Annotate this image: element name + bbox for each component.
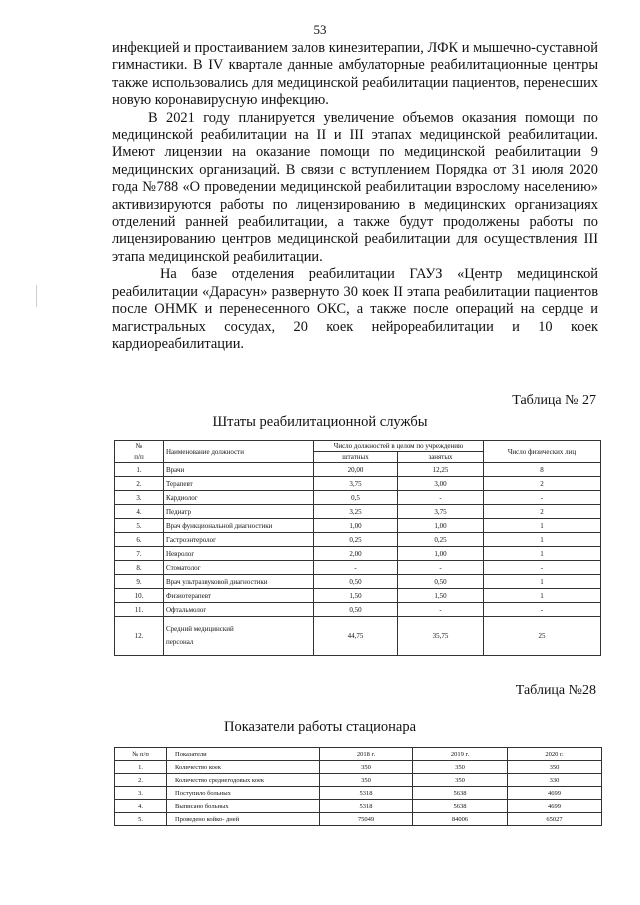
row-2019: 5638 xyxy=(413,800,508,813)
row-occupied: 3,00 xyxy=(398,477,484,491)
row-occupied: 3,75 xyxy=(398,505,484,519)
row-position: Физиотерапевт xyxy=(164,589,314,603)
hospital-table xyxy=(114,747,602,826)
row-2019: 84006 xyxy=(413,813,508,826)
row-2018: 350 xyxy=(320,761,413,774)
row-staff: 1,00 xyxy=(314,519,398,533)
row-persons: 25 xyxy=(484,617,601,656)
staff-header-row-1 xyxy=(115,441,601,452)
row-num: 12. xyxy=(115,617,164,656)
row-2018: 350 xyxy=(320,774,413,787)
hdr-occupied: занятых xyxy=(398,452,484,463)
table27-caption: Таблица № 27 xyxy=(512,393,596,408)
row-position: Офтальмолог xyxy=(164,603,314,617)
row-num: 4. xyxy=(115,505,164,519)
row-persons: 2 xyxy=(484,505,601,519)
row-indicator: Количество среднегодовых коек xyxy=(167,774,320,787)
row-staff: 1,50 xyxy=(314,589,398,603)
row-persons: - xyxy=(484,603,601,617)
table-row xyxy=(115,463,601,477)
paragraph-3: На базе отделения реабилитации ГАУЗ «Центр медицинской реабилитации «Дарасун» развернуто 30 коек II этапа реабилитации пациентов после ОНМК и перенесенного ОКС, а также после операций на сердце и магистральных сосудах, 20 коек нейрореабилитации и 10 коек кардиореабилитации. xyxy=(112,266,598,352)
row-num: 10. xyxy=(115,589,164,603)
row-2020: 4699 xyxy=(508,787,602,800)
row-num: 2. xyxy=(115,774,167,787)
margin-mark xyxy=(36,285,37,307)
table-row xyxy=(115,787,602,800)
table-row xyxy=(115,533,601,547)
row-position: Невролог xyxy=(164,547,314,561)
table-row xyxy=(115,505,601,519)
row-2019: 5638 xyxy=(413,787,508,800)
row-staff: 0,50 xyxy=(314,575,398,589)
row-staff: 0,25 xyxy=(314,533,398,547)
row-num: 1. xyxy=(115,761,167,774)
table27-title: Штаты реабилитационной службы xyxy=(212,414,428,430)
hdr-num xyxy=(115,441,164,452)
row-num: 7. xyxy=(115,547,164,561)
hdr-num-top: № xyxy=(135,442,143,451)
page-number: 53 xyxy=(313,22,327,37)
hdr-2019: 2019 г. xyxy=(413,748,508,761)
row-persons: - xyxy=(484,491,601,505)
row-num: 2. xyxy=(115,477,164,491)
row-persons: 1 xyxy=(484,589,601,603)
row-indicator: Проведено койко- дней xyxy=(167,813,320,826)
table-row xyxy=(115,589,601,603)
row-2020: 4699 xyxy=(508,800,602,813)
table28-caption: Таблица №28 xyxy=(515,683,596,698)
row-staff: - xyxy=(314,561,398,575)
row-2018: 5318 xyxy=(320,787,413,800)
row-staff: 2,00 xyxy=(314,547,398,561)
table-row xyxy=(115,617,601,656)
row-num: 5. xyxy=(115,813,167,826)
row-indicator: Выписано больных xyxy=(167,800,320,813)
hdr-staff: штатных xyxy=(314,452,398,463)
row-staff: 44,75 xyxy=(314,617,398,656)
row-position: Врачи xyxy=(164,463,314,477)
row-position: Врач ультразвуковой диагностики xyxy=(164,575,314,589)
table-row xyxy=(115,761,602,774)
row-num: 9. xyxy=(115,575,164,589)
table-row xyxy=(115,800,602,813)
table-row xyxy=(115,603,601,617)
table28-title: Показатели работы стационара xyxy=(223,719,417,735)
row-2019: 350 xyxy=(413,774,508,787)
hdr-num: № п/п xyxy=(115,748,167,761)
row-2018: 5318 xyxy=(320,800,413,813)
row-position: Педиатр xyxy=(164,505,314,519)
hdr-position: Наименование должности xyxy=(164,441,314,463)
row-occupied: 0,50 xyxy=(398,575,484,589)
table-row xyxy=(115,477,601,491)
row-persons: 1 xyxy=(484,533,601,547)
row-persons: 1 xyxy=(484,575,601,589)
row-persons: 8 xyxy=(484,463,601,477)
row-position: Кардиолог xyxy=(164,491,314,505)
row-position-line1: Средний медицинский xyxy=(166,625,234,633)
row-2020: 330 xyxy=(508,774,602,787)
body-text xyxy=(112,40,598,353)
row-position: Врач функциональной диагностики xyxy=(164,519,314,533)
table-row xyxy=(115,519,601,533)
hdr-indicator: Показатели xyxy=(167,748,320,761)
row-occupied: - xyxy=(398,603,484,617)
row-position: Гастроэнтеролог xyxy=(164,533,314,547)
row-indicator: Поступило больных xyxy=(167,787,320,800)
hdr-individuals: Число физических лиц xyxy=(484,441,601,463)
row-num: 3. xyxy=(115,491,164,505)
row-indicator: Количество коек xyxy=(167,761,320,774)
row-num: 3. xyxy=(115,787,167,800)
row-persons: 2 xyxy=(484,477,601,491)
row-staff: 3,75 xyxy=(314,477,398,491)
table-row xyxy=(115,561,601,575)
row-num: 5. xyxy=(115,519,164,533)
row-occupied: 35,75 xyxy=(398,617,484,656)
row-occupied: - xyxy=(398,491,484,505)
row-staff: 20,00 xyxy=(314,463,398,477)
row-persons: 1 xyxy=(484,547,601,561)
row-persons: - xyxy=(484,561,601,575)
row-occupied: 1,00 xyxy=(398,547,484,561)
table-row xyxy=(115,491,601,505)
paragraph-1: инфекцией и простаиванием залов кинезитерапии, ЛФК и мышечно-суставной гимнастики. В IV квартале данные амбулаторные реабилитационные центры также использовались для медицинской реабилитации пациентов, перенесших новую коронавирусную инфекцию. xyxy=(112,40,598,109)
row-2020: 65027 xyxy=(508,813,602,826)
table-row xyxy=(115,813,602,826)
table-row xyxy=(115,774,602,787)
row-staff: 0,5 xyxy=(314,491,398,505)
row-num: 6. xyxy=(115,533,164,547)
row-position-line2: персонал xyxy=(166,638,194,646)
row-persons: 1 xyxy=(484,519,601,533)
row-num: 4. xyxy=(115,800,167,813)
row-occupied: 1,50 xyxy=(398,589,484,603)
staff-table xyxy=(114,440,601,656)
hdr-2018: 2018 г. xyxy=(320,748,413,761)
table-row xyxy=(115,547,601,561)
hospital-header-row xyxy=(115,748,602,761)
row-2019: 350 xyxy=(413,761,508,774)
row-staff: 3,25 xyxy=(314,505,398,519)
row-occupied: - xyxy=(398,561,484,575)
row-position: Терапевт xyxy=(164,477,314,491)
row-num: 8. xyxy=(115,561,164,575)
hdr-num-bottom: п/п xyxy=(115,452,164,463)
row-position: Стоматолог xyxy=(164,561,314,575)
row-occupied: 1,00 xyxy=(398,519,484,533)
row-num: 11. xyxy=(115,603,164,617)
row-occupied: 0,25 xyxy=(398,533,484,547)
table-row xyxy=(115,575,601,589)
hdr-2020: 2020 г. xyxy=(508,748,602,761)
row-2020: 350 xyxy=(508,761,602,774)
row-occupied: 12,25 xyxy=(398,463,484,477)
row-2018: 75049 xyxy=(320,813,413,826)
paragraph-2: В 2021 году планируется увеличение объемов оказания помощи по медицинской реабилитации на II и III этапах медицинской реабилитации. Имеют лицензии на оказание помощи по медицинской реабилитации 9 медицинских организаций. В связи с вступлением Порядка от 31 июля 2020 года №788 «О проведении медицинской реабилитации взрослому населению» активизируются работы по лицензированию в медицинских организациях отделений ранней реабилитации, а также будут продолжены работы по лицензированию центров медицинской реабилитации для осуществления III этапа медицинской реабилитации. xyxy=(112,109,598,265)
row-position xyxy=(164,617,314,656)
row-num: 1. xyxy=(115,463,164,477)
hdr-count-group: Число должностей в целом по учреждению xyxy=(314,441,484,452)
row-staff: 0,50 xyxy=(314,603,398,617)
